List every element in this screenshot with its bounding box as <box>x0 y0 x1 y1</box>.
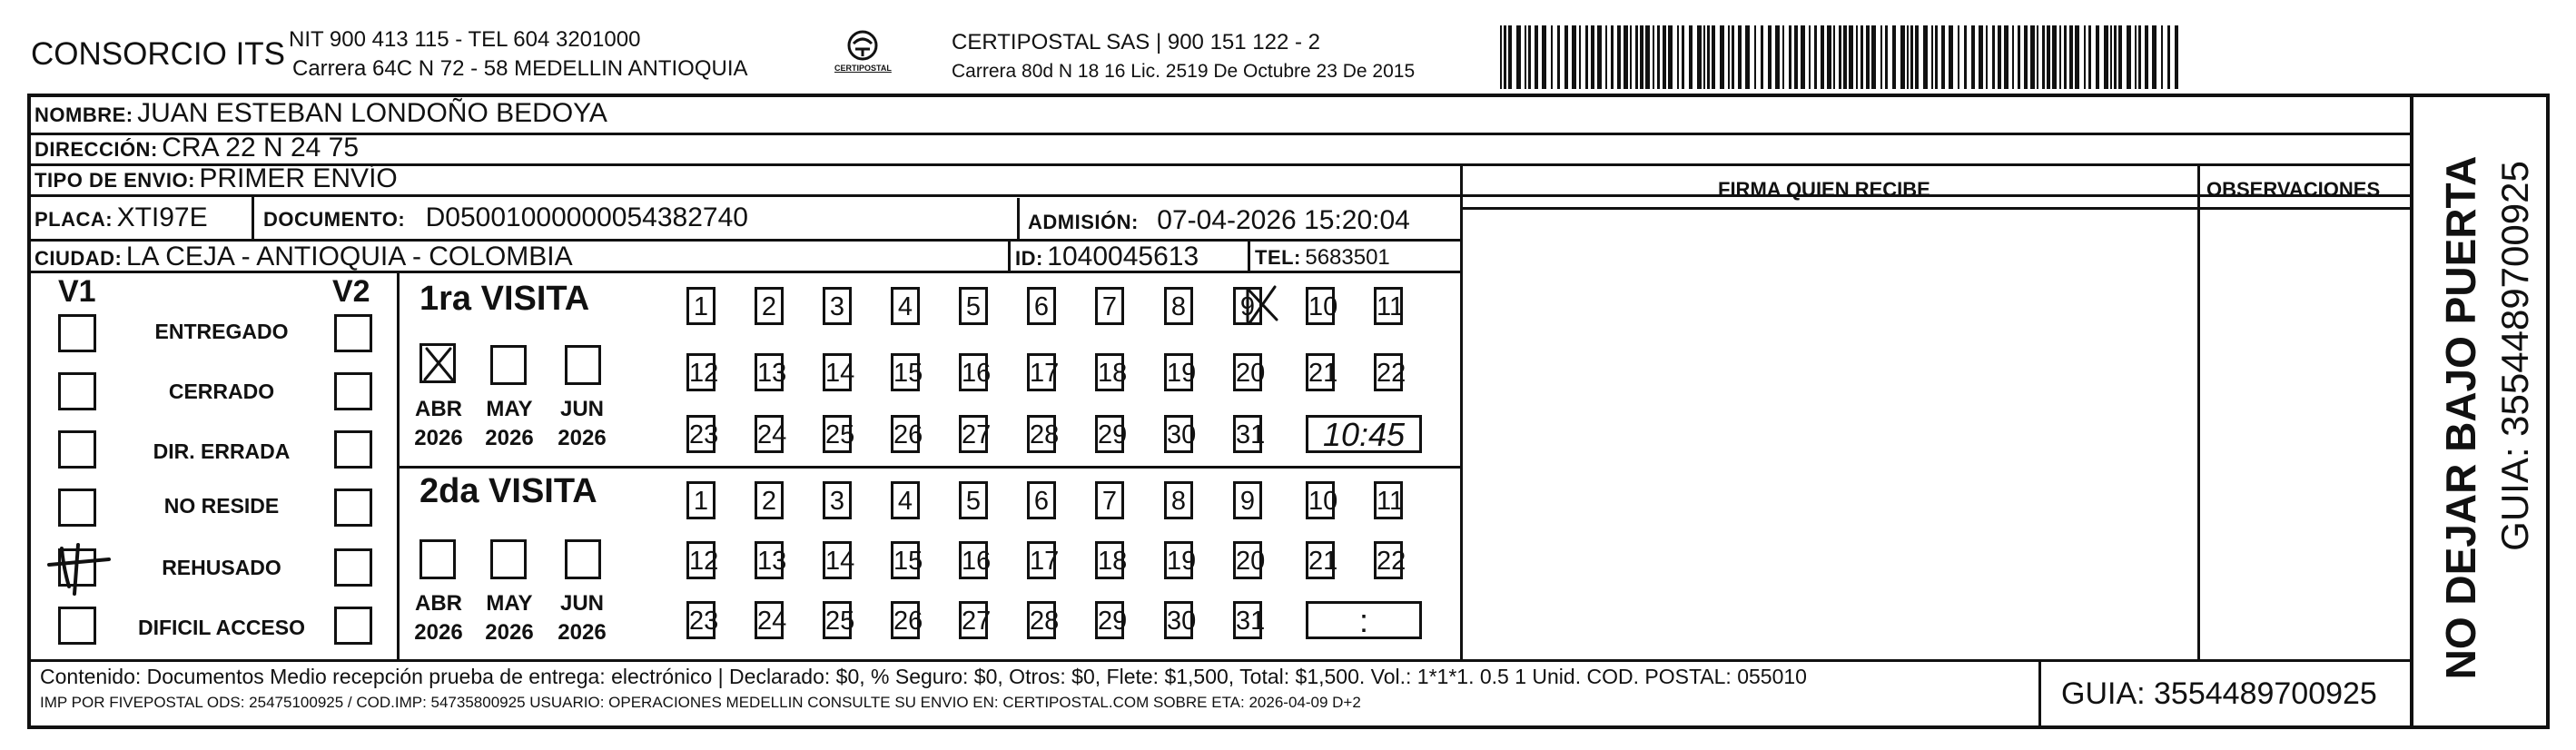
status-dificil-acceso: DIFICIL ACCESO <box>137 616 305 639</box>
barcode-bar <box>1635 25 1638 89</box>
v2-month-jun-checkbox[interactable] <box>565 539 601 579</box>
second-visit-day-box[interactable]: 9 <box>1233 481 1262 519</box>
second-visit-day-box[interactable]: 14 <box>823 541 852 579</box>
barcode-bar <box>1630 25 1632 89</box>
barcode-bar <box>1979 25 1983 89</box>
barcode-bar <box>1892 25 1896 89</box>
direccion-value: CRA 22 N 24 75 <box>162 133 360 163</box>
first-visit-title: 1ra VISITA <box>419 280 590 318</box>
placa-value: XTI97E <box>116 202 208 232</box>
barcode-bar <box>1910 25 1913 89</box>
company-name: CONSORCIO ITS <box>31 36 286 72</box>
second-visit-day-box[interactable]: 7 <box>1095 481 1124 519</box>
logo-icon <box>831 27 894 82</box>
v2-month-may: MAY <box>486 591 533 616</box>
second-visit-day-box[interactable]: 17 <box>1027 541 1056 579</box>
second-visit-day-box[interactable]: 25 <box>823 601 852 639</box>
status-entregado: ENTREGADO <box>154 320 289 343</box>
nombre-label: NOMBRE: <box>35 104 133 126</box>
barcode-bar <box>1617 25 1621 89</box>
barcode-bar <box>1525 25 1526 89</box>
barcode-bar <box>1653 25 1654 89</box>
barcode-bar <box>2059 25 2061 89</box>
barcode-bar <box>1866 25 1870 89</box>
barcode-bar <box>1697 25 1702 89</box>
barcode-bar <box>1645 25 1650 89</box>
first-visit-day-box[interactable]: 11 <box>1374 287 1403 325</box>
admision-label: ADMISIÓN: <box>1028 211 1139 233</box>
v1-no-reside-checkbox[interactable] <box>58 488 96 527</box>
v1-month-may: MAY <box>486 397 533 421</box>
second-visit-day-box[interactable]: 20 <box>1233 541 1262 579</box>
documento-label: DOCUMENTO: <box>263 208 406 231</box>
barcode-bar <box>1605 25 1607 89</box>
first-visit-day-box[interactable]: 10 <box>1306 287 1335 325</box>
v2-year-may: 2026 <box>485 620 534 645</box>
barcode-bar <box>2110 25 2112 89</box>
second-visit-day-box[interactable]: 29 <box>1095 601 1124 639</box>
first-visit-day-box[interactable]: 12 <box>686 353 716 391</box>
v2-month-may-checkbox[interactable] <box>490 539 527 579</box>
barcode-bar <box>1789 25 1791 89</box>
barcode-bar <box>2175 25 2178 89</box>
v2-year-jun: 2026 <box>558 620 607 645</box>
first-visit-day-box[interactable]: 31 <box>1233 415 1262 453</box>
first-visit-day-box[interactable]: 7 <box>1095 287 1124 325</box>
second-visit-day-box[interactable]: 8 <box>1164 481 1193 519</box>
second-visit-day-box[interactable]: 26 <box>891 601 920 639</box>
barcode-bar <box>1949 25 1953 89</box>
barcode-bar <box>1782 25 1784 89</box>
barcode-bar <box>1761 25 1763 89</box>
tel-value: 5683501 <box>1305 245 1390 270</box>
v1-year-may: 2026 <box>485 426 534 450</box>
barcode-bar <box>2161 25 2163 89</box>
v2-rehusado-checkbox[interactable] <box>334 548 372 587</box>
barcode-bar <box>1915 25 1919 89</box>
observaciones-header: OBSERVACIONES <box>2206 178 2381 201</box>
barcode-bar <box>1728 25 1730 89</box>
barcode-bar <box>1860 25 1863 89</box>
direccion-label: DIRECCIÓN: <box>35 138 158 161</box>
second-visit-day-box[interactable]: 22 <box>1374 541 1403 579</box>
barcode-bar <box>1794 25 1798 89</box>
second-visit-day-box[interactable]: 15 <box>891 541 920 579</box>
contents-line: Contenido: Documentos Medio recepción prueba de entrega: electrónico | Declarado: $0, % Seguro: $0, Otros: $0, Flete: $1,500, Total: $1,500. Vol.: 1*1*1. 0.5 1 Unid. COD. POSTAL: 055010 <box>40 665 1807 688</box>
barcode-bar <box>1923 25 1928 89</box>
barcode-bar <box>1931 25 1933 89</box>
barcode-bar <box>1528 25 1531 89</box>
barcode-bar <box>1958 25 1959 89</box>
second-visit-day-box[interactable]: 13 <box>755 541 784 579</box>
barcode-bar <box>2075 25 2079 89</box>
barcode-bar <box>1821 25 1824 89</box>
barcode-bar <box>1712 25 1715 89</box>
footer-guia: GUIA: 3554489700925 <box>2061 676 2377 711</box>
company-address: Carrera 64C N 72 - 58 MEDELLIN ANTIOQUIA <box>292 56 748 81</box>
v2-cerrado-checkbox[interactable] <box>334 372 372 410</box>
v1-year-jun: 2026 <box>558 426 607 450</box>
barcode-bar <box>1885 25 1888 89</box>
barcode-bar <box>1814 25 1817 89</box>
barcode-bar <box>2138 25 2141 89</box>
barcode-bar <box>1535 25 1538 89</box>
barcode-bar <box>1689 25 1693 89</box>
v1-year-abr: 2026 <box>414 426 463 450</box>
barcode-bar <box>1585 25 1588 89</box>
barcode-bar <box>2127 25 2131 89</box>
second-visit-title: 2da VISITA <box>419 472 597 510</box>
barcode-bar <box>1839 25 1841 89</box>
barcode-bar <box>2096 25 2099 89</box>
barcode-bar <box>2047 25 2050 89</box>
first-visit-day-box[interactable]: 15 <box>891 353 920 391</box>
first-visit-day-box[interactable]: 26 <box>891 415 920 453</box>
first-visit-day-box[interactable]: 25 <box>823 415 852 453</box>
barcode-bar <box>2167 25 2170 89</box>
status-cerrado: CERRADO <box>168 380 275 403</box>
status-rehusado: REHUSADO <box>162 556 281 579</box>
barcode-bar <box>1500 25 1502 89</box>
barcode-bar <box>1801 25 1805 89</box>
barcode-bar <box>1542 25 1546 89</box>
barcode-bar <box>1745 25 1750 89</box>
first-visit-day-box[interactable]: 6 <box>1027 287 1056 325</box>
nit-line: NIT 900 413 115 - TEL 604 3201000 <box>289 27 641 52</box>
barcode-bar <box>1907 25 1909 89</box>
second-visit-day-box[interactable]: 27 <box>959 601 988 639</box>
barcode-bar <box>1941 25 1945 89</box>
barcode-bar <box>1768 25 1772 89</box>
barcode-bar <box>2152 25 2157 89</box>
first-visit-day-box[interactable]: 4 <box>891 287 920 325</box>
first-visit-day-box[interactable]: 20 <box>1233 353 1262 391</box>
barcode-bar <box>1720 25 1724 89</box>
barcode-bar <box>2018 25 2020 89</box>
v1-month-abr: ABR <box>415 397 462 421</box>
barcode-bar <box>1827 25 1831 89</box>
v1-rehusado-checkbox[interactable] <box>58 548 96 587</box>
v1-label: V1 <box>58 274 96 309</box>
barcode-bar <box>2104 25 2108 89</box>
barcode-bar <box>1992 25 1995 89</box>
tel-label: TEL: <box>1255 246 1301 269</box>
first-visit-day-box[interactable]: 22 <box>1374 353 1403 391</box>
ciudad-value: LA CEJA - ANTIOQUIA - COLOMBIA <box>125 242 573 271</box>
second-visit-day-box[interactable]: 12 <box>686 541 716 579</box>
barcode-bar <box>1557 25 1560 89</box>
v2-month-abr-checkbox[interactable] <box>419 539 456 579</box>
v2-month-abr: ABR <box>415 591 462 616</box>
v2-no-reside-checkbox[interactable] <box>334 488 372 527</box>
v2-month-jun: JUN <box>559 591 604 616</box>
v1-month-jun-checkbox[interactable] <box>565 345 601 385</box>
barcode-bar <box>1964 25 1967 89</box>
first-visit-day-box[interactable]: 24 <box>755 415 784 453</box>
second-visit-day-box[interactable]: 2 <box>755 481 784 519</box>
barcode-bar <box>1677 25 1679 89</box>
first-visit-day-box[interactable]: 17 <box>1027 353 1056 391</box>
v1-month-abr-checkbox[interactable] <box>419 343 456 383</box>
documento-value: D05001000000054382740 <box>425 202 748 232</box>
certipostal-logo <box>831 27 894 82</box>
barcode-bar <box>1572 25 1576 89</box>
placa-label: PLACA: <box>35 208 114 231</box>
barcode-bar <box>1516 25 1521 89</box>
barcode-bar <box>2030 25 2035 89</box>
barcode-bar <box>1843 25 1847 89</box>
first-visit-day-box[interactable]: 21 <box>1306 353 1335 391</box>
barcode-bar <box>1663 25 1666 89</box>
first-visit-day-box[interactable]: 28 <box>1027 415 1056 453</box>
barcode <box>1500 25 2179 89</box>
barcode-bar <box>2004 25 2008 89</box>
second-visit-day-box[interactable]: 28 <box>1027 601 1056 639</box>
second-visit-day-box[interactable]: 23 <box>686 601 716 639</box>
barcode-bar <box>1591 25 1594 89</box>
barcode-bar <box>1597 25 1602 89</box>
second-visit-day-box[interactable]: 6 <box>1027 481 1056 519</box>
v2-dificil-acceso-checkbox[interactable] <box>334 607 372 645</box>
barcode-bar <box>1971 25 1975 89</box>
barcode-bar <box>1900 25 1905 89</box>
first-visit-day-box[interactable]: 18 <box>1095 353 1124 391</box>
barcode-bar <box>2088 25 2091 89</box>
barcode-bar <box>2012 25 2014 89</box>
logo-text: CERTIPOSTAL <box>834 64 892 73</box>
first-visit-time[interactable]: 10:45 <box>1306 415 1422 453</box>
barcode-bar <box>1935 25 1938 89</box>
barcode-bar <box>1551 25 1553 89</box>
v1-dir-errada-checkbox[interactable] <box>58 430 96 469</box>
tipo-value: PRIMER ENVÍO <box>199 163 398 193</box>
barcode-bar <box>1579 25 1581 89</box>
first-visit-day-box[interactable]: 5 <box>959 287 988 325</box>
second-visit-day-box[interactable]: 10 <box>1306 481 1335 519</box>
barcode-bar <box>1611 25 1614 89</box>
side-warning: NO DEJAR BAJO PUERTA <box>2437 155 2484 680</box>
second-visit-day-box[interactable]: 21 <box>1306 541 1335 579</box>
imp-line: IMP POR FIVEPOSTAL ODS: 25475100925 / COD.IMP: 54735800925 USUARIO: OPERACIONES MEDELLIN CONSULTE SU ENVIO EN: CERTIPOSTAL.COM SOBRE ETA: 2026-04-09 D+2 <box>40 694 1361 711</box>
second-visit-day-box[interactable]: 1 <box>686 481 716 519</box>
first-visit-day-box[interactable]: 19 <box>1164 353 1193 391</box>
v1-month-jun: JUN <box>559 397 604 421</box>
barcode-bar <box>2042 25 2045 89</box>
second-visit-day-box[interactable]: 11 <box>1374 481 1403 519</box>
first-visit-day-box[interactable]: 8 <box>1164 287 1193 325</box>
admision-value: 07-04-2026 15:20:04 <box>1157 205 1410 235</box>
second-visit-day-box[interactable]: 5 <box>959 481 988 519</box>
barcode-bar <box>1809 25 1811 89</box>
barcode-bar <box>1986 25 1988 89</box>
barcode-bar <box>1703 25 1705 89</box>
barcode-bar <box>1849 25 1853 89</box>
status-dir-errada: DIR. ERRADA <box>153 439 291 463</box>
second-visit-day-box[interactable]: 31 <box>1233 601 1262 639</box>
barcode-bar <box>1682 25 1684 89</box>
barcode-bar <box>2024 25 2028 89</box>
barcode-bar <box>1624 25 1628 89</box>
second-visit-day-box[interactable]: 18 <box>1095 541 1124 579</box>
second-visit-day-box[interactable]: 3 <box>823 481 852 519</box>
second-visit-time[interactable]: : <box>1306 601 1422 639</box>
barcode-bar <box>2084 25 2086 89</box>
second-visit-day-box[interactable]: 16 <box>959 541 988 579</box>
barcode-bar <box>1775 25 1780 89</box>
barcode-bar <box>1564 25 1568 89</box>
barcode-bar <box>1833 25 1835 89</box>
nombre-value: JUAN ESTEBAN LONDOÑO BEDOYA <box>137 98 607 128</box>
first-visit-day-box[interactable]: 9 <box>1233 287 1262 325</box>
tipo-label: TIPO DE ENVIO: <box>35 169 195 192</box>
first-visit-day-box[interactable]: 3 <box>823 287 852 325</box>
first-visit-day-box[interactable]: 27 <box>959 415 988 453</box>
barcode-bar <box>1504 25 1506 89</box>
barcode-bar <box>2037 25 2038 89</box>
barcode-bar <box>1880 25 1882 89</box>
v2-label: V2 <box>332 274 370 309</box>
barcode-bar <box>1668 25 1673 89</box>
barcode-bar <box>2114 25 2117 89</box>
barcode-bar <box>1657 25 1660 89</box>
first-visit-day-box[interactable]: 29 <box>1095 415 1124 453</box>
first-visit-day-box[interactable]: 14 <box>823 353 852 391</box>
barcode-bar <box>2069 25 2073 89</box>
first-visit-day-box[interactable]: 13 <box>755 353 784 391</box>
carrier-address: Carrera 80d N 18 16 Lic. 2519 De Octubre 23 De 2015 <box>952 61 1416 82</box>
barcode-bar <box>1707 25 1710 89</box>
id-value: 1040045613 <box>1047 242 1199 271</box>
barcode-bar <box>1640 25 1643 89</box>
second-visit-day-box[interactable]: 4 <box>891 481 920 519</box>
id-label: ID: <box>1015 247 1043 270</box>
second-visit-day-box[interactable]: 19 <box>1164 541 1193 579</box>
v2-dir-errada-checkbox[interactable] <box>334 430 372 469</box>
barcode-bar <box>2135 25 2137 89</box>
barcode-bar <box>1738 25 1742 89</box>
barcode-bar <box>2145 25 2148 89</box>
barcode-bar <box>1998 25 2001 89</box>
v1-entregado-checkbox[interactable] <box>58 314 96 352</box>
first-visit-day-box[interactable]: 16 <box>959 353 988 391</box>
second-visit-day-box[interactable]: 24 <box>755 601 784 639</box>
barcode-bar <box>2118 25 2122 89</box>
barcode-bar <box>1508 25 1512 89</box>
barcode-bar <box>1856 25 1858 89</box>
v2-year-abr: 2026 <box>414 620 463 645</box>
second-visit-day-box[interactable]: 30 <box>1164 601 1193 639</box>
carrier-line: CERTIPOSTAL SAS | 900 151 122 - 2 <box>952 30 1320 54</box>
v1-month-may-checkbox[interactable] <box>490 345 527 385</box>
barcode-bar <box>2052 25 2057 89</box>
first-visit-day-box[interactable]: 2 <box>755 287 784 325</box>
v2-entregado-checkbox[interactable] <box>334 314 372 352</box>
v1-dificil-acceso-checkbox[interactable] <box>58 607 96 645</box>
firma-header: FIRMA QUIEN RECIBE <box>1718 178 1930 201</box>
first-visit-day-box[interactable]: 30 <box>1164 415 1193 453</box>
first-visit-day-box[interactable]: 23 <box>686 415 716 453</box>
barcode-bar <box>1871 25 1876 89</box>
side-guia: GUIA: 3554489700925 <box>2493 161 2536 551</box>
ciudad-label: CIUDAD: <box>35 247 123 270</box>
v1-cerrado-checkbox[interactable] <box>58 372 96 410</box>
barcode-bar <box>1732 25 1734 89</box>
barcode-bar <box>2064 25 2067 89</box>
first-visit-day-box[interactable]: 1 <box>686 287 716 325</box>
status-no-reside: NO RESIDE <box>163 494 280 518</box>
barcode-bar <box>1754 25 1756 89</box>
